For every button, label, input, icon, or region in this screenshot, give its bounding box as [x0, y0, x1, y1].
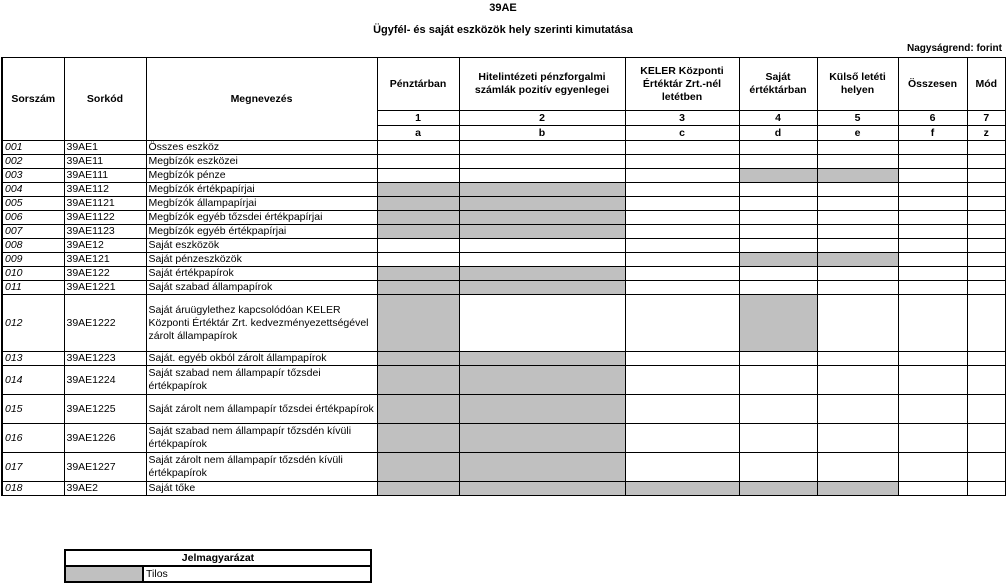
table-row: [2, 395, 1006, 424]
disabled-cell: [459, 183, 625, 197]
input-cell[interactable]: [817, 352, 898, 366]
row-megnevezes: Megbízók egyéb tőzsdei értékpapírjai: [146, 211, 377, 225]
input-cell[interactable]: [625, 253, 739, 267]
input-cell[interactable]: [739, 183, 817, 197]
disabled-cell: [377, 267, 459, 281]
row-sorszam: 006: [2, 211, 64, 225]
disabled-cell: [459, 366, 625, 395]
table-row: [2, 211, 1006, 225]
legend-grey-label: Tilos: [143, 566, 371, 582]
input-cell[interactable]: [817, 267, 898, 281]
disabled-cell: [459, 211, 625, 225]
input-cell[interactable]: [898, 253, 967, 267]
disabled-cell: [377, 281, 459, 295]
header-col-1: Pénztárban: [377, 58, 459, 111]
input-cell[interactable]: [898, 239, 967, 253]
header-col-3: KELER Központi Értéktár Zrt.-nél letétben: [625, 58, 739, 111]
row-megnevezes: Saját áruügylethez kapcsolódóan KELER Központi Értéktár Zrt. kedvezményezettségével zárolt állampapírok: [146, 295, 377, 352]
input-cell[interactable]: [739, 239, 817, 253]
input-cell[interactable]: [967, 366, 1006, 395]
input-cell[interactable]: [967, 453, 1006, 482]
report-table: [1, 57, 1006, 496]
input-cell[interactable]: [898, 197, 967, 211]
disabled-cell: [459, 352, 625, 366]
table-row: [2, 295, 1006, 352]
disabled-cell: [377, 225, 459, 239]
disabled-cell: [377, 295, 459, 352]
input-cell[interactable]: [898, 395, 967, 424]
row-sorszam: 014: [2, 366, 64, 395]
table-row: [2, 197, 1006, 211]
input-cell[interactable]: [967, 155, 1006, 169]
input-cell[interactable]: [377, 141, 459, 155]
legend-title: Jelmagyarázat: [65, 550, 371, 566]
input-cell[interactable]: [898, 482, 967, 496]
row-megnevezes: Saját szabad nem állampapír tőzsdén kívüli értékpapírok: [146, 424, 377, 453]
input-cell[interactable]: [739, 366, 817, 395]
input-cell[interactable]: [898, 453, 967, 482]
row-megnevezes: Saját zárolt nem állampapír tőzsdei értékpapírok: [146, 395, 377, 424]
header-num-5: 5: [817, 111, 898, 126]
input-cell[interactable]: [625, 141, 739, 155]
input-cell[interactable]: [739, 211, 817, 225]
header-col-7: Mód: [967, 58, 1006, 111]
input-cell[interactable]: [898, 141, 967, 155]
input-cell[interactable]: [967, 395, 1006, 424]
header-num-1: 1: [377, 111, 459, 126]
disabled-cell: [459, 225, 625, 239]
header-sorkod: Sorkód: [64, 58, 146, 141]
table-row: [2, 155, 1006, 169]
header-letter-7: z: [967, 126, 1006, 141]
disabled-cell: [739, 295, 817, 352]
disabled-cell: [377, 211, 459, 225]
row-sorszam: 011: [2, 281, 64, 295]
input-cell[interactable]: [967, 424, 1006, 453]
input-cell[interactable]: [625, 239, 739, 253]
input-cell[interactable]: [739, 453, 817, 482]
input-cell[interactable]: [625, 169, 739, 183]
input-cell[interactable]: [625, 155, 739, 169]
input-cell[interactable]: [967, 169, 1006, 183]
input-cell[interactable]: [817, 395, 898, 424]
input-cell[interactable]: [817, 453, 898, 482]
input-cell[interactable]: [967, 239, 1006, 253]
disabled-cell: [377, 197, 459, 211]
row-sorszam: 017: [2, 453, 64, 482]
row-sorkod: 39AE1226: [64, 424, 146, 453]
input-cell[interactable]: [898, 281, 967, 295]
table-row: [2, 239, 1006, 253]
row-sorszam: 012: [2, 295, 64, 352]
input-cell[interactable]: [459, 155, 625, 169]
input-cell[interactable]: [898, 225, 967, 239]
header-col-2: Hitelintézeti pénzforgalmi számlák pozitív egyenlegei: [459, 58, 625, 111]
disabled-cell: [817, 169, 898, 183]
header-megnevezes: Megnevezés: [146, 58, 377, 141]
input-cell[interactable]: [459, 141, 625, 155]
row-sorszam: 008: [2, 239, 64, 253]
row-megnevezes: Saját szabad nem állampapír tőzsdei értékpapírok: [146, 366, 377, 395]
row-sorkod: 39AE121: [64, 253, 146, 267]
header-sorszam: Sorszám: [2, 58, 64, 141]
input-cell[interactable]: [377, 253, 459, 267]
row-sorkod: 39AE122: [64, 267, 146, 281]
row-megnevezes: Megbízók egyéb értékpapírjai: [146, 225, 377, 239]
row-megnevezes: Saját tőke: [146, 482, 377, 496]
row-sorszam: 007: [2, 225, 64, 239]
input-cell[interactable]: [625, 366, 739, 395]
disabled-cell: [459, 482, 625, 496]
row-megnevezes: Saját. egyéb okból zárolt állampapírok: [146, 352, 377, 366]
row-megnevezes: Megbízók értékpapírjai: [146, 183, 377, 197]
input-cell[interactable]: [967, 295, 1006, 352]
input-cell[interactable]: [967, 281, 1006, 295]
header-num-7: 7: [967, 111, 1006, 126]
disabled-cell: [739, 253, 817, 267]
input-cell[interactable]: [898, 267, 967, 281]
legend: [64, 549, 372, 583]
input-cell[interactable]: [817, 239, 898, 253]
table-row: [2, 366, 1006, 395]
input-cell[interactable]: [817, 183, 898, 197]
input-cell[interactable]: [967, 253, 1006, 267]
row-megnevezes: Saját pénzeszközök: [146, 253, 377, 267]
input-cell[interactable]: [967, 267, 1006, 281]
input-cell[interactable]: [817, 424, 898, 453]
header-letter-5: e: [817, 126, 898, 141]
table-row: [2, 281, 1006, 295]
table-row: [2, 453, 1006, 482]
input-cell[interactable]: [739, 267, 817, 281]
table-row: [2, 352, 1006, 366]
input-cell[interactable]: [817, 141, 898, 155]
header-letter-1: a: [377, 126, 459, 141]
row-sorkod: 39AE1224: [64, 366, 146, 395]
disabled-cell: [459, 281, 625, 295]
input-cell[interactable]: [625, 295, 739, 352]
input-cell[interactable]: [625, 453, 739, 482]
form-code: 39AE: [489, 2, 517, 14]
input-cell[interactable]: [625, 281, 739, 295]
input-cell[interactable]: [739, 141, 817, 155]
row-sorkod: 39AE1222: [64, 295, 146, 352]
row-sorszam: 010: [2, 267, 64, 281]
input-cell[interactable]: [898, 169, 967, 183]
row-sorkod: 39AE1123: [64, 225, 146, 239]
input-cell[interactable]: [898, 352, 967, 366]
input-cell[interactable]: [625, 267, 739, 281]
input-cell[interactable]: [625, 395, 739, 424]
input-cell[interactable]: [739, 424, 817, 453]
row-sorkod: 39AE111: [64, 169, 146, 183]
input-cell[interactable]: [967, 352, 1006, 366]
input-cell[interactable]: [967, 183, 1006, 197]
input-cell[interactable]: [817, 211, 898, 225]
header-num-2: 2: [459, 111, 625, 126]
input-cell[interactable]: [377, 239, 459, 253]
row-sorkod: 39AE112: [64, 183, 146, 197]
table-row: [2, 183, 1006, 197]
input-cell[interactable]: [898, 183, 967, 197]
row-sorszam: 005: [2, 197, 64, 211]
table-row: [2, 267, 1006, 281]
input-cell[interactable]: [817, 366, 898, 395]
input-cell[interactable]: [739, 155, 817, 169]
header-letter-2: b: [459, 126, 625, 141]
input-cell[interactable]: [625, 424, 739, 453]
row-megnevezes: Saját értékpapírok: [146, 267, 377, 281]
row-megnevezes: Megbízók eszközei: [146, 155, 377, 169]
disabled-cell: [377, 424, 459, 453]
input-cell[interactable]: [739, 197, 817, 211]
input-cell[interactable]: [459, 239, 625, 253]
table-body: [2, 141, 1006, 496]
input-cell[interactable]: [967, 211, 1006, 225]
disabled-cell: [377, 482, 459, 496]
header-col-4: Saját értéktárban: [739, 58, 817, 111]
disabled-cell: [459, 197, 625, 211]
disabled-cell: [739, 482, 817, 496]
input-cell[interactable]: [817, 197, 898, 211]
input-cell[interactable]: [898, 424, 967, 453]
disabled-cell: [459, 453, 625, 482]
row-sorkod: 39AE12: [64, 239, 146, 253]
row-sorszam: 013: [2, 352, 64, 366]
disabled-cell: [377, 183, 459, 197]
input-cell[interactable]: [967, 141, 1006, 155]
row-megnevezes: Saját eszközök: [146, 239, 377, 253]
disabled-cell: [377, 366, 459, 395]
disabled-cell: [817, 482, 898, 496]
input-cell[interactable]: [967, 225, 1006, 239]
disabled-cell: [377, 395, 459, 424]
table-row: [2, 482, 1006, 496]
input-cell[interactable]: [898, 211, 967, 225]
row-sorkod: 39AE1227: [64, 453, 146, 482]
disabled-cell: [625, 482, 739, 496]
row-sorszam: 009: [2, 253, 64, 267]
input-cell[interactable]: [898, 366, 967, 395]
row-sorszam: 002: [2, 155, 64, 169]
table-row: [2, 169, 1006, 183]
row-sorkod: 39AE1221: [64, 281, 146, 295]
row-sorkod: 39AE11: [64, 155, 146, 169]
header-letter-4: d: [739, 126, 817, 141]
input-cell[interactable]: [377, 169, 459, 183]
input-cell[interactable]: [739, 225, 817, 239]
row-megnevezes: Saját szabad állampapírok: [146, 281, 377, 295]
row-sorszam: 018: [2, 482, 64, 496]
table-row: [2, 253, 1006, 267]
input-cell[interactable]: [898, 155, 967, 169]
disabled-cell: [377, 352, 459, 366]
input-cell[interactable]: [377, 155, 459, 169]
row-sorszam: 001: [2, 141, 64, 155]
disabled-cell: [459, 267, 625, 281]
input-cell[interactable]: [459, 295, 625, 352]
row-sorszam: 003: [2, 169, 64, 183]
input-cell[interactable]: [459, 253, 625, 267]
disabled-cell: [817, 253, 898, 267]
disabled-cell: [459, 424, 625, 453]
input-cell[interactable]: [625, 352, 739, 366]
input-cell[interactable]: [739, 281, 817, 295]
legend-grey-swatch: [65, 566, 143, 582]
input-cell[interactable]: [625, 211, 739, 225]
input-cell[interactable]: [967, 197, 1006, 211]
table-row: [2, 141, 1006, 155]
disabled-cell: [739, 169, 817, 183]
input-cell[interactable]: [898, 295, 967, 352]
table-row: [2, 225, 1006, 239]
header-col-6: Összesen: [898, 58, 967, 111]
input-cell[interactable]: [739, 395, 817, 424]
header-num-6: 6: [898, 111, 967, 126]
row-sorszam: 004: [2, 183, 64, 197]
row-sorkod: 39AE1223: [64, 352, 146, 366]
table-row: [2, 424, 1006, 453]
header-letter-3: c: [625, 126, 739, 141]
header-letter-6: f: [898, 126, 967, 141]
row-megnevezes: Megbízók pénze: [146, 169, 377, 183]
disabled-cell: [459, 395, 625, 424]
row-sorkod: 39AE1122: [64, 211, 146, 225]
header-col-5: Külső letéti helyen: [817, 58, 898, 111]
row-sorkod: 39AE1225: [64, 395, 146, 424]
input-cell[interactable]: [817, 295, 898, 352]
row-sorszam: 016: [2, 424, 64, 453]
input-cell[interactable]: [817, 155, 898, 169]
input-cell[interactable]: [817, 281, 898, 295]
row-sorkod: 39AE1121: [64, 197, 146, 211]
row-sorkod: 39AE1: [64, 141, 146, 155]
disabled-cell: [377, 453, 459, 482]
row-sorszam: 015: [2, 395, 64, 424]
form-title: Ügyfél- és saját eszközök hely szerinti kimutatása: [373, 24, 633, 36]
input-cell[interactable]: [625, 183, 739, 197]
row-megnevezes: Megbízók állampapírjai: [146, 197, 377, 211]
unit-label: Nagyságrend: forint: [906, 43, 1002, 54]
input-cell[interactable]: [459, 169, 625, 183]
input-cell[interactable]: [625, 225, 739, 239]
input-cell[interactable]: [625, 197, 739, 211]
row-megnevezes: Összes eszköz: [146, 141, 377, 155]
header-num-4: 4: [739, 111, 817, 126]
row-sorkod: 39AE2: [64, 482, 146, 496]
input-cell[interactable]: [817, 225, 898, 239]
header-num-3: 3: [625, 111, 739, 126]
row-megnevezes: Saját zárolt nem állampapír tőzsdén kívüli értékpapírok: [146, 453, 377, 482]
input-cell[interactable]: [967, 482, 1006, 496]
input-cell[interactable]: [739, 352, 817, 366]
